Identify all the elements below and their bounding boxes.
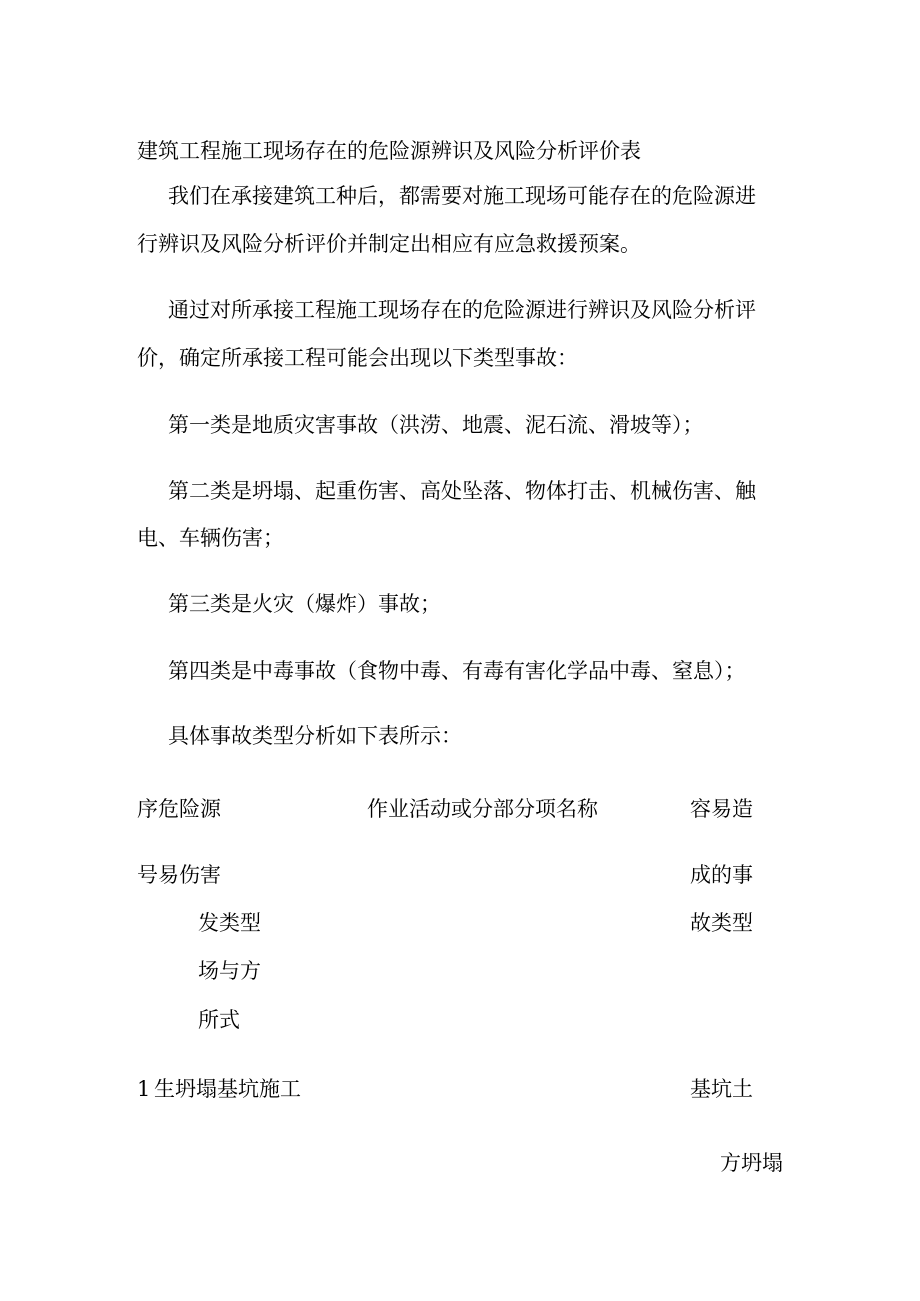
category-4: 第四类是中毒事故（食物中毒、有毒有害化学品中毒、窒息）； [168, 659, 746, 683]
table-col1-header-line-3: 发类型 [198, 911, 261, 935]
table-row-1-text: 生坍塌基坑施工 [154, 1077, 301, 1101]
intro-line-2: 行辨识及风险分析评价并制定出相应有应急救援预案。 [137, 232, 641, 256]
table-row-1-number: 1 [137, 1077, 151, 1101]
table-col1-header-line-2: 号易伤害 [137, 863, 221, 887]
table-row-1-accident-line-1: 基坑土 [690, 1077, 753, 1101]
category-2-line-2: 电、车辆伤害； [137, 526, 284, 550]
table-col1-header-line-4: 场与方 [198, 959, 261, 983]
category-2-line-1: 第二类是坍塌、起重伤害、高处坠落、物体打击、机械伤害、触 [168, 479, 756, 503]
purpose-line-2: 价，确定所承接工程可能会出现以下类型事故： [137, 346, 578, 370]
table-row-1-accident-line-2: 方坍塌 [720, 1151, 783, 1175]
table-col1-header-line-1: 序危险源 [137, 797, 221, 821]
intro-line-1: 我们在承接建筑工种后，都需要对施工现场可能存在的危险源进 [168, 184, 756, 208]
category-3: 第三类是火灾（爆炸）事故； [168, 592, 441, 616]
table-col3-header-line-2: 成的事 [690, 863, 753, 887]
table-col2-header: 作业活动或分部分项名称 [367, 797, 598, 821]
table-col3-header-line-1: 容易造 [690, 797, 753, 821]
document-title: 建筑工程施工现场存在的危险源辨识及风险分析评价表 [137, 139, 641, 163]
table-col1-header-line-5: 所式 [198, 1008, 240, 1032]
category-1: 第一类是地质灾害事故（洪涝、地震、泥石流、滑坡等）； [168, 413, 704, 437]
table-col3-header-line-3: 故类型 [690, 911, 753, 935]
table-intro: 具体事故类型分析如下表所示： [168, 724, 462, 748]
purpose-line-1: 通过对所承接工程施工现场存在的危险源进行辨识及风险分析评 [168, 298, 756, 322]
